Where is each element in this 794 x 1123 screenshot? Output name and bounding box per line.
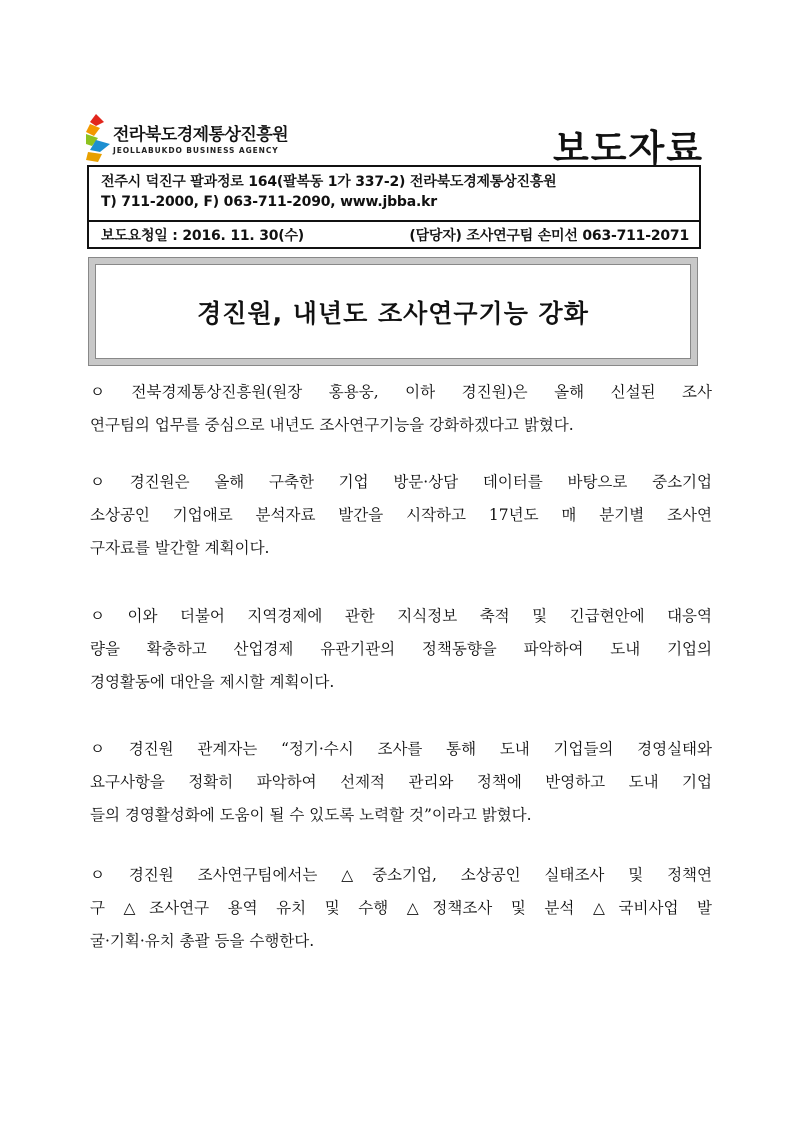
paragraph-3 <box>90 600 712 699</box>
paragraph-line: 구 △조사연구 용역 유치 및 수행 △정책조사 및 분석 △국비사업 발 <box>90 899 712 917</box>
address-text: 전주시 덕진구 팔과정로 164(팔복동 1가 337-2) 전라북도경제통상진흥원 <box>101 174 557 190</box>
request-date-text: 보도요청일 : 2016. 11. 30(수) <box>101 228 305 244</box>
paragraph-5 <box>90 859 712 958</box>
paragraph-4 <box>90 733 712 832</box>
agency-logo-icon <box>86 112 112 162</box>
paragraph-line: 구자료를 발간할 계획이다. <box>90 539 270 557</box>
paragraph-line: ㅇ 경진원은 올해 구축한 기업 방문·상담 데이터를 바탕으로 중소기업 <box>90 473 712 491</box>
person-in-charge-text: (담당자) 조사연구팀 손미선 063-711-2071 <box>409 228 689 244</box>
paragraph-1 <box>90 376 712 442</box>
info-divider <box>89 220 699 222</box>
logo-text-english: JEOLLABUKDO BUSINESS AGENCY <box>113 146 279 155</box>
paragraph-line: 량을 확충하고 산업경제 유관기관의 정책동향을 파악하여 도내 기업의 <box>90 640 712 658</box>
page-title: 경진원, 내년도 조사연구기능 강화 <box>197 299 589 328</box>
paragraph-2 <box>90 466 712 565</box>
paragraph-line: 경영활동에 대안을 제시할 계획이다. <box>90 673 335 691</box>
paragraph-line: 연구팀의 업무를 중심으로 내년도 조사연구기능을 강화하겠다고 밝혔다. <box>90 416 574 434</box>
title-box <box>89 258 697 365</box>
paragraph-line: 소상공인 기업애로 분석자료 발간을 시작하고 17년도 매 분기별 조사연 <box>90 506 712 524</box>
paragraph-line: ㅇ 이와 더불어 지역경제에 관한 지식정보 축적 및 긴급현안에 대응역 <box>90 607 712 625</box>
contact-info-box <box>87 165 701 249</box>
paragraph-line: 요구사항을 정확히 파악하여 선제적 관리와 정책에 반영하고 도내 기업 <box>90 773 712 791</box>
logo-text-korean: 전라북도경제통상진흥원 <box>113 125 289 145</box>
paragraph-line: 굴·기획·유치 총괄 등을 수행한다. <box>90 932 315 950</box>
paragraph-line: 들의 경영활성화에 도움이 될 수 있도록 노력할 것”이라고 밝혔다. <box>90 806 532 824</box>
paragraph-line: ㅇ 경진원 조사연구팀에서는 △중소기업, 소상공인 실태조사 및 정책연 <box>90 866 712 884</box>
document-type-heading: 보도자료 <box>553 127 704 170</box>
contact-text: T) 711-2000, F) 063-711-2090, www.jbba.kr <box>101 194 437 210</box>
agency-logo <box>86 112 289 164</box>
paragraph-line: ㅇ 경진원 관계자는 “정기·수시 조사를 통해 도내 기업들의 경영실태와 <box>90 740 712 758</box>
paragraph-line: ㅇ 전북경제통상진흥원(원장 홍용웅, 이하 경진원)은 올해 신설된 조사 <box>90 383 712 401</box>
